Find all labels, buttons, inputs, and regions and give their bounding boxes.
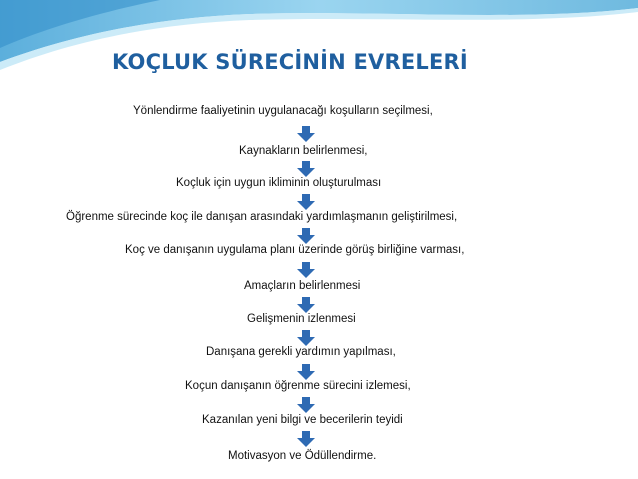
step-8: Danışana gerekli yardımın yapılması, (206, 346, 396, 358)
down-arrow-icon (297, 364, 315, 380)
step-9: Koçun danışanın öğrenme sürecini izlemesi, (185, 380, 411, 392)
down-arrow-icon (297, 126, 315, 142)
step-1: Yönlendirme faaliyetinin uygulanacağı koşulların seçilmesi, (133, 105, 433, 117)
step-6: Amaçların belirlenmesi (244, 280, 361, 292)
down-arrow-icon (297, 431, 315, 447)
down-arrow-icon (297, 161, 315, 177)
down-arrow-icon (297, 228, 315, 244)
down-arrow-icon (297, 194, 315, 210)
step-10: Kazanılan yeni bilgi ve becerilerin teyidi (202, 414, 403, 426)
down-arrow-icon (297, 397, 315, 413)
step-3: Koçluk için uygun ikliminin oluşturulması (176, 177, 382, 189)
step-7: Gelişmenin izlenmesi (247, 313, 356, 325)
down-arrow-icon (297, 297, 315, 313)
down-arrow-icon (297, 330, 315, 346)
step-11: Motivasyon ve Ödüllendirme. (228, 450, 377, 462)
step-4: Öğrenme sürecinde koç ile danışan arasındaki yardımlaşmanın geliştirilmesi, (66, 211, 458, 223)
step-2: Kaynakların belirlenmesi, (239, 145, 368, 157)
header-swoosh-decoration (0, 0, 638, 90)
down-arrow-icon (297, 262, 315, 278)
page-title: KOÇLUK SÜRECİNİN EVRELERİ (112, 50, 468, 74)
step-5: Koç ve danışanın uygulama planı üzerinde görüş birliğine varması, (125, 244, 465, 256)
